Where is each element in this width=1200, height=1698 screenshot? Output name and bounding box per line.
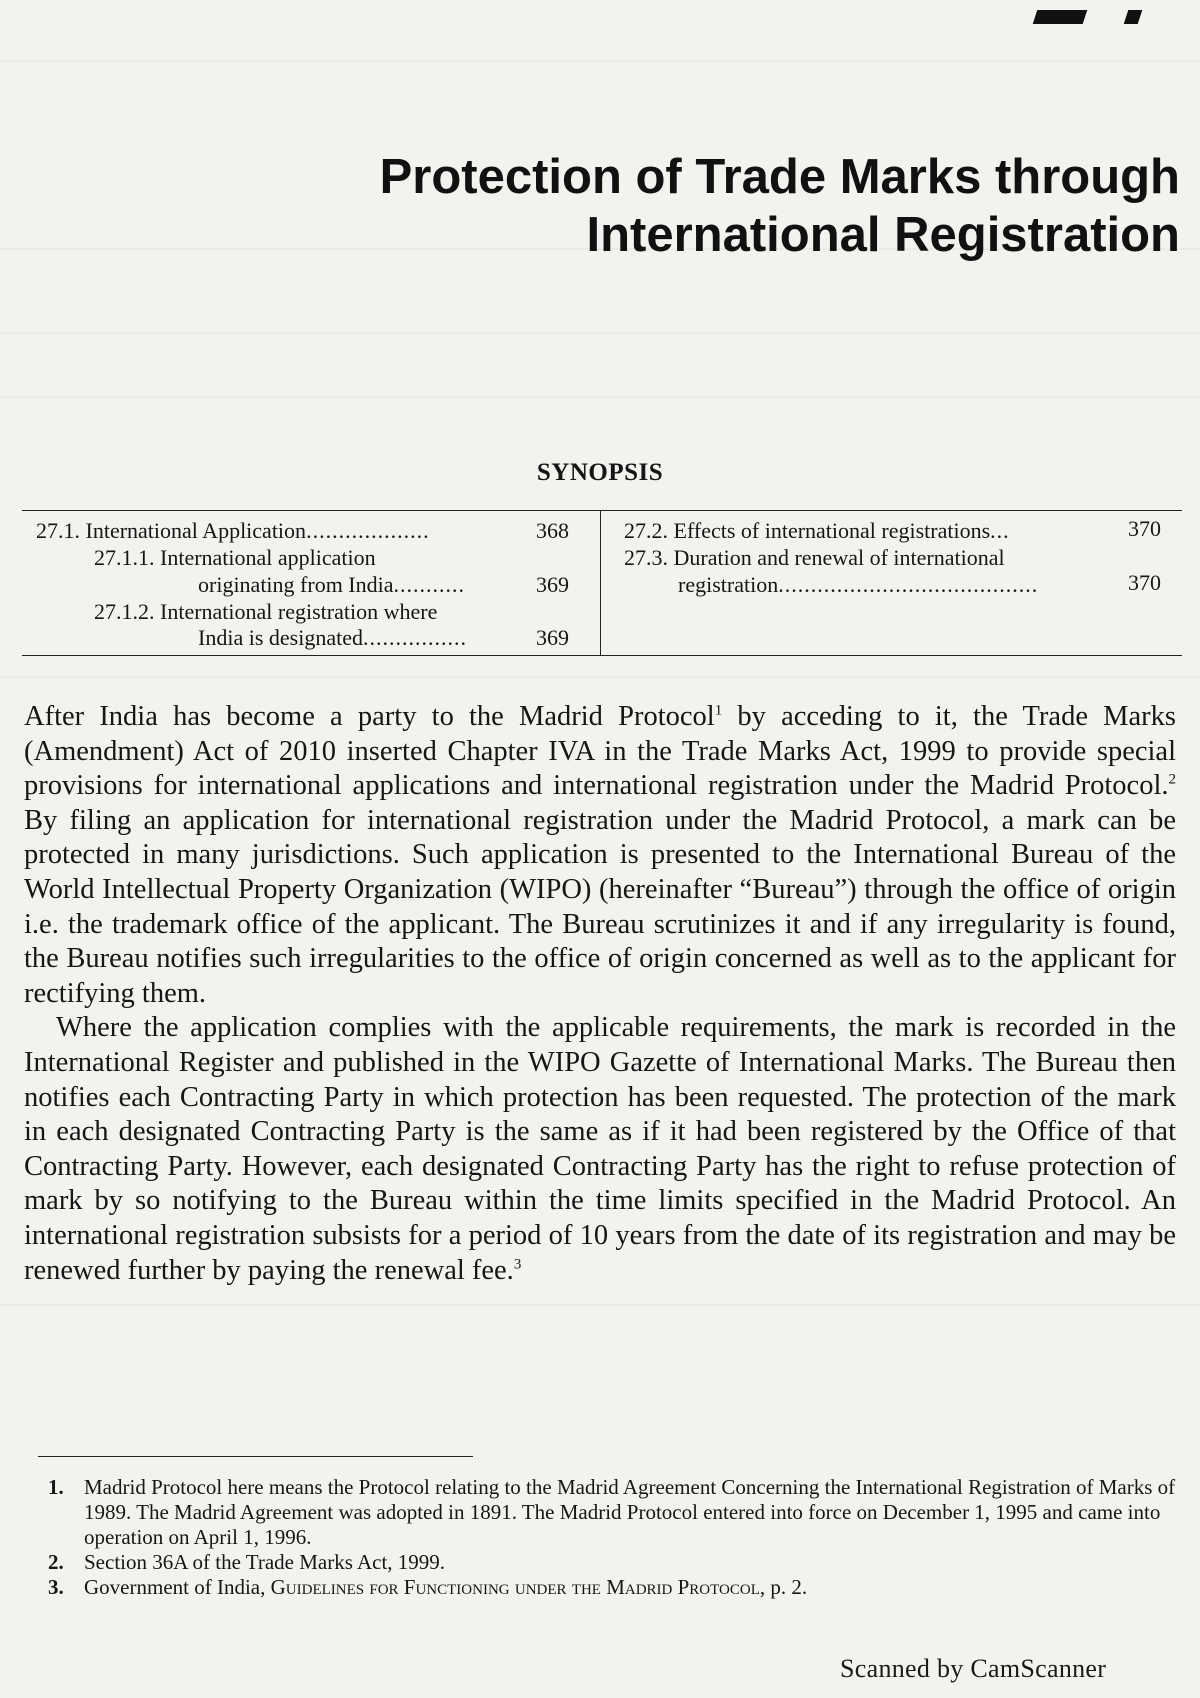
footnote: 2. Section 36A of the Trade Marks Act, 1999. — [48, 1550, 446, 1574]
synopsis-page-number: 369 — [536, 625, 569, 650]
footnote-divider — [38, 1456, 473, 1457]
footnote-ref: 1 — [714, 702, 723, 719]
body-text — [24, 700, 1176, 1288]
paragraph: After India has become a party to the Madrid Protocol$^1$ by acceding to it, the Trade Marks (Amendment) Act of 2010 inserted Chapter IVA in the Trade Marks Act, 1999 to provide special provisions for international applications and international registration under the Madrid Protocol.$^2$ By filing an application for international registration under the Madrid Protocol, a mark can be protected in many jurisdictions. Such application is presented to the International Bureau of the World Intellectual Property Organization (WIPO) (hereinafter “Bureau”) through the office of origin i.e. the trademark office of the applicant. The Bureau scrutinizes it and if any irregularity is found, the Bureau notifies such irregularities to the office of origin concerned as well as to the applicant for rectifying them. — [24, 701, 1176, 1009]
synopsis-page-number: 370 — [1128, 570, 1161, 595]
synopsis-entry-27-2: 27.2. Effects of international registrations... — [624, 518, 1010, 543]
chapter-title — [260, 148, 1180, 264]
footnote-ref: 3 — [513, 1256, 522, 1272]
footnote: 1. Madrid Protocol here means the Protocol relating to the Madrid Agreement Concerning the International Registration of Marks of 1989. The Madrid Agreement was adopted in 1891. The Madrid Protocol entered into force on December 1, 1995 and came into operation on April 1, 1996. — [48, 1475, 1176, 1549]
footnote-ref: 2 — [1168, 771, 1176, 788]
bleed-through-line — [0, 1304, 1200, 1306]
scanner-watermark: Scanned by CamScanner — [840, 1654, 1107, 1683]
synopsis-entry-27-1-1: 27.1.1. International application — [94, 545, 376, 570]
paragraph: Where the application complies with the applicable requirements, the mark is recorded in the International Register and published in the WIPO Gazette of International Marks. The Bureau then notifies each Contracting Party in which protection has been requested. The protection of the mark in each designated Contracting Party is the same as if it had been registered by the Office of that Contracting Party. However, each designated Contracting Party has the right to refuse protection of mark by so notifying to the Bureau within the time limits specified in the Madrid Protocol. An international registration subsists for a period of 10 years from the date of its registration and may be renewed further by paying the renewal fee.$^3$ — [24, 1012, 1176, 1286]
synopsis-table — [22, 510, 1182, 656]
bleed-through-line — [0, 396, 1200, 398]
synopsis-page-number: 370 — [1128, 516, 1161, 541]
corner-mark — [1033, 10, 1088, 24]
synopsis-heading: SYNOPSIS — [536, 459, 664, 486]
synopsis-entry-27-1-2-cont: India is designated................ — [198, 625, 467, 650]
corner-mark — [1124, 10, 1143, 24]
synopsis-entry-27-1-1-cont: originating from India........... — [198, 572, 466, 597]
bleed-through-line — [0, 60, 1200, 62]
bleed-through-line — [0, 676, 1200, 678]
chapter-title-line-2: International Registration — [586, 208, 1180, 262]
synopsis-entry-27-3: 27.3. Duration and renewal of international — [624, 545, 1005, 570]
synopsis-entry-27-1: 27.1. International Application................... — [36, 518, 430, 543]
synopsis-entry-27-3-cont: registration........................................ — [678, 572, 1039, 597]
bleed-through-line — [0, 332, 1200, 334]
synopsis-page-number: 369 — [536, 572, 569, 597]
chapter-title-line-1: Protection of Trade Marks through — [379, 150, 1180, 204]
synopsis-right-column — [612, 511, 1182, 655]
synopsis-entry-27-1-2: 27.1.2. International registration where — [94, 599, 438, 624]
synopsis-page-number: 368 — [536, 518, 569, 543]
synopsis-left-column — [22, 511, 601, 655]
footnotes — [48, 1475, 1176, 1600]
footnote: 3. Government of India, Guidelines for Functioning under the Madrid Protocol, p. 2. — [48, 1575, 808, 1599]
